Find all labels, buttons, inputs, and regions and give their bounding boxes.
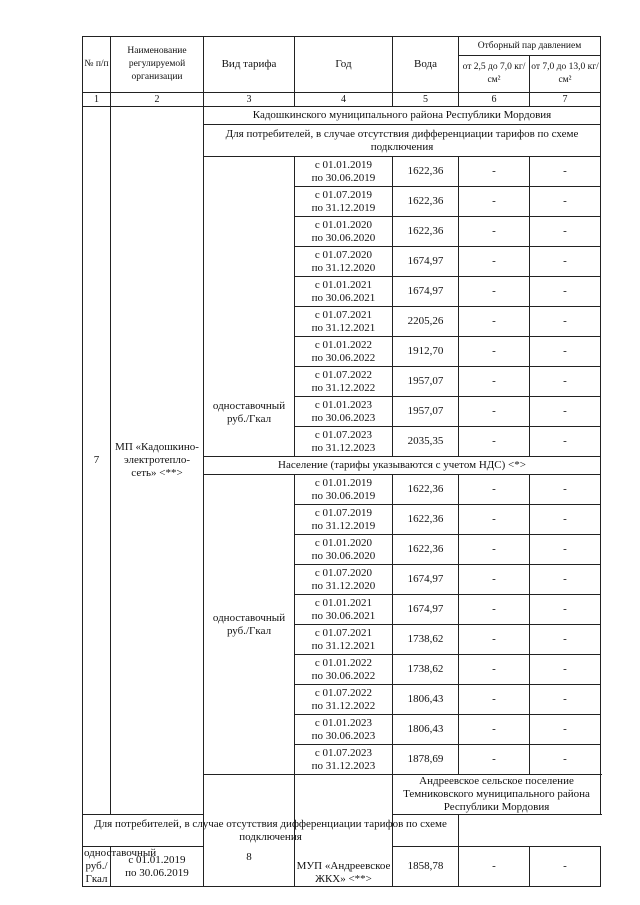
period-from: с 01.07.2022 <box>314 368 373 381</box>
water-tariff-cell: 1622,36 <box>393 217 459 247</box>
period-from: с 01.07.2023 <box>314 746 373 759</box>
water-tariff-cell: 2205,26 <box>393 307 459 337</box>
water-tariff-cell: 1622,36 <box>393 475 459 505</box>
col-number: 2 <box>111 93 204 107</box>
steam-low-cell: - <box>459 715 530 745</box>
steam-low-cell: - <box>459 427 530 457</box>
water-tariff-cell: 1622,36 <box>393 535 459 565</box>
period-to: по 31.12.2023 <box>311 441 376 454</box>
period-cell <box>295 187 393 217</box>
header-org: Наименование регулируемой организации <box>111 37 204 93</box>
period-cell <box>295 157 393 187</box>
water-tariff-cell: 1858,78 <box>393 847 459 887</box>
steam-high-cell: - <box>530 847 601 887</box>
header-year: Год <box>295 37 393 93</box>
steam-high-cell: - <box>530 157 601 187</box>
steam-low-cell: - <box>459 157 530 187</box>
org8-number: 8 <box>204 775 295 887</box>
steam-high-cell: - <box>530 715 601 745</box>
period-to: по 31.12.2022 <box>311 699 376 712</box>
period-cell <box>295 565 393 595</box>
steam-low-cell: - <box>459 247 530 277</box>
period-to: по 30.06.2021 <box>311 609 376 622</box>
org7-name: МП «Кадошкино-электротепло-сеть» <**> <box>111 107 204 815</box>
water-tariff-cell: 1957,07 <box>393 397 459 427</box>
steam-high-cell: - <box>530 217 601 247</box>
org8-section1-title: Для потребителей, в случае отсутствия дифференциации тарифов по схеме подключения <box>83 815 459 847</box>
steam-high-cell: - <box>530 337 601 367</box>
steam-high-cell: - <box>530 367 601 397</box>
steam-low-cell: - <box>459 277 530 307</box>
period-to: по 30.06.2019 <box>311 171 376 184</box>
org8-region-line2: Темниковского муниципального района Республики Мордовия <box>403 788 590 813</box>
period-to: по 31.12.2021 <box>311 321 376 334</box>
org7-number: 7 <box>83 107 111 815</box>
period-from: с 01.07.2019 <box>314 188 373 201</box>
steam-low-cell: - <box>459 307 530 337</box>
water-tariff-cell: 1674,97 <box>393 277 459 307</box>
water-tariff-cell: 1622,36 <box>393 157 459 187</box>
period-from: с 01.07.2019 <box>314 506 373 519</box>
water-tariff-cell: 1674,97 <box>393 247 459 277</box>
period-from: с 01.07.2022 <box>314 686 373 699</box>
col-number: 3 <box>204 93 295 107</box>
steam-high-cell: - <box>530 535 601 565</box>
period-to: по 30.06.2019 <box>311 489 376 502</box>
steam-low-cell: - <box>459 625 530 655</box>
water-tariff-cell: 1738,62 <box>393 625 459 655</box>
period-cell <box>295 337 393 367</box>
steam-high-cell: - <box>530 397 601 427</box>
period-to: по 31.12.2019 <box>311 519 376 532</box>
period-to: по 30.06.2023 <box>311 411 376 424</box>
steam-high-cell: - <box>530 307 601 337</box>
period-from: с 01.07.2021 <box>314 308 373 321</box>
period-from: с 01.01.2021 <box>314 278 373 291</box>
period-to: по 31.12.2020 <box>311 579 376 592</box>
period-cell <box>295 277 393 307</box>
period-cell <box>295 535 393 565</box>
period-from: с 01.07.2020 <box>314 566 373 579</box>
water-tariff-cell: 1878,69 <box>393 745 459 775</box>
period-cell <box>295 715 393 745</box>
water-tariff-cell: 2035,35 <box>393 427 459 457</box>
period-to: по 30.06.2022 <box>311 669 376 682</box>
steam-high-cell: - <box>530 685 601 715</box>
period-cell <box>295 217 393 247</box>
period-from: с 01.01.2022 <box>314 338 373 351</box>
header-tariff-type: Вид тарифа <box>204 37 295 93</box>
period-cell <box>295 307 393 337</box>
period-to: по 31.12.2021 <box>311 639 376 652</box>
col-number: 1 <box>83 93 111 107</box>
steam-low-cell: - <box>459 505 530 535</box>
steam-low-cell: - <box>459 565 530 595</box>
period-to: по 31.12.2023 <box>311 759 376 772</box>
header-water: Вода <box>393 37 459 93</box>
period-cell <box>295 427 393 457</box>
period-cell <box>295 397 393 427</box>
period-from: с 01.07.2023 <box>314 428 373 441</box>
header-steam-low: от 2,5 до 7,0 кг/см² <box>459 56 530 93</box>
steam-high-cell: - <box>530 625 601 655</box>
period-from: с 01.01.2021 <box>314 596 373 609</box>
org7-section2-tariff-type: одноставочный руб./Гкал <box>204 475 295 775</box>
steam-low-cell: - <box>459 367 530 397</box>
header-steam-high: от 7,0 до 13,0 кг/см² <box>530 56 601 93</box>
col-number: 6 <box>459 93 530 107</box>
org7-region: Кадошкинского муниципального района Республики Мордовия <box>204 107 601 125</box>
period-cell <box>295 367 393 397</box>
period-from: с 01.01.2022 <box>314 656 373 669</box>
steam-low-cell: - <box>459 655 530 685</box>
period-from: с 01.01.2023 <box>314 716 373 729</box>
steam-high-cell: - <box>530 475 601 505</box>
org8-name: МУП «Андреевское ЖКХ» <**> <box>295 775 393 887</box>
tariff-table <box>82 36 601 887</box>
period-to: по 30.06.2023 <box>311 729 376 742</box>
header-steam: Отборный пар давлением <box>459 37 601 56</box>
period-cell <box>295 595 393 625</box>
header-num: № п/п <box>83 37 111 93</box>
steam-low-cell: - <box>459 745 530 775</box>
period-to: по 30.06.2022 <box>311 351 376 364</box>
period-to: по 31.12.2019 <box>311 201 376 214</box>
steam-high-cell: - <box>530 187 601 217</box>
steam-low-cell: - <box>459 847 530 887</box>
period-to: по 30.06.2020 <box>311 549 376 562</box>
steam-high-cell: - <box>530 655 601 685</box>
water-tariff-cell: 1738,62 <box>393 655 459 685</box>
org8-region-line1: Андреевское сельское поселение <box>419 775 574 787</box>
period-to: по 31.12.2020 <box>311 261 376 274</box>
steam-low-cell: - <box>459 397 530 427</box>
period-cell <box>295 505 393 535</box>
period-cell <box>295 247 393 277</box>
steam-low-cell: - <box>459 595 530 625</box>
water-tariff-cell: 1912,70 <box>393 337 459 367</box>
period-cell <box>295 745 393 775</box>
steam-high-cell: - <box>530 745 601 775</box>
steam-low-cell: - <box>459 217 530 247</box>
water-tariff-cell: 1674,97 <box>393 595 459 625</box>
period-cell <box>295 685 393 715</box>
period-from: с 01.01.2020 <box>314 218 373 231</box>
water-tariff-cell: 1622,36 <box>393 187 459 217</box>
period-from: с 01.01.2019 <box>314 158 373 171</box>
period-to: по 31.12.2022 <box>311 381 376 394</box>
steam-high-cell: - <box>530 247 601 277</box>
steam-low-cell: - <box>459 685 530 715</box>
steam-high-cell: - <box>530 427 601 457</box>
period-from: с 01.01.2019 <box>314 476 373 489</box>
water-tariff-cell: 1806,43 <box>393 685 459 715</box>
steam-low-cell: - <box>459 535 530 565</box>
steam-low-cell: - <box>459 475 530 505</box>
col-number: 7 <box>530 93 601 107</box>
steam-high-cell: - <box>530 505 601 535</box>
org8-section1-tariff-type: одноставочный руб./Гкал <box>84 847 157 885</box>
org8-region <box>393 775 601 815</box>
org7-section1-tariff-type: одноставочный руб./Гкал <box>204 157 295 457</box>
period-cell <box>295 625 393 655</box>
column-number-row <box>83 93 601 107</box>
period-from: с 01.01.2020 <box>314 536 373 549</box>
period-from: с 01.01.2019 <box>128 853 186 866</box>
water-tariff-cell: 1674,97 <box>393 565 459 595</box>
steam-high-cell: - <box>530 277 601 307</box>
water-tariff-cell: 1806,43 <box>393 715 459 745</box>
water-tariff-cell: 1957,07 <box>393 367 459 397</box>
col-number: 5 <box>393 93 459 107</box>
steam-high-cell: - <box>530 595 601 625</box>
steam-low-cell: - <box>459 337 530 367</box>
water-tariff-cell: 1622,36 <box>393 505 459 535</box>
steam-low-cell: - <box>459 187 530 217</box>
period-to: по 30.06.2019 <box>125 866 189 879</box>
period-from: с 01.07.2020 <box>314 248 373 261</box>
period-to: по 30.06.2020 <box>311 231 376 244</box>
period-from: с 01.07.2021 <box>314 626 373 639</box>
steam-high-cell: - <box>530 565 601 595</box>
org7-section2-title: Население (тарифы указываются с учетом НДС) <*> <box>204 457 601 475</box>
col-number: 4 <box>295 93 393 107</box>
period-cell <box>295 475 393 505</box>
period-cell <box>295 655 393 685</box>
org7-section1-title: Для потребителей, в случае отсутствия дифференциации тарифов по схеме подключения <box>204 125 601 157</box>
period-to: по 30.06.2021 <box>311 291 376 304</box>
period-from: с 01.01.2023 <box>314 398 373 411</box>
